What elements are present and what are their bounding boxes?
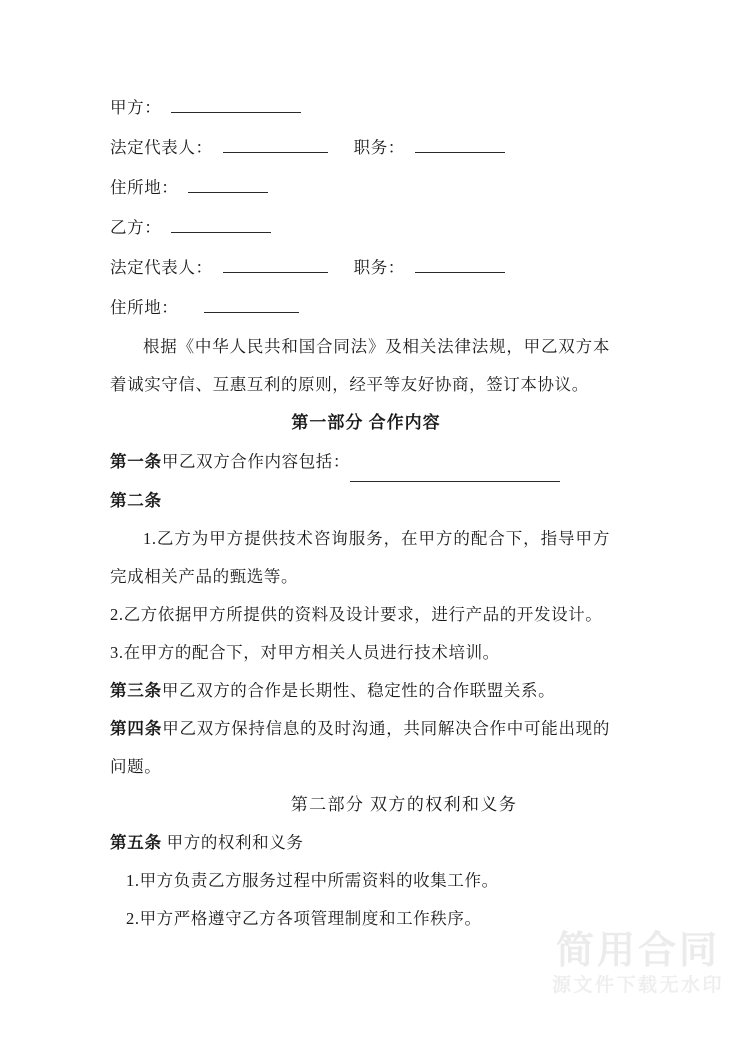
- watermark: [552, 929, 724, 999]
- position-a-label: 职务：: [353, 138, 405, 157]
- watermark-title: 简用合同: [555, 930, 720, 972]
- legal-rep-a-label: 法定代表人：: [110, 138, 213, 157]
- watermark-subtitle: 源文件下载无水印: [551, 975, 724, 996]
- party-b-label: 乙方：: [110, 218, 162, 237]
- form-row-party-a: [110, 88, 630, 128]
- party-a-blank[interactable]: [171, 94, 301, 113]
- clause-1-number: 第一条: [110, 452, 162, 471]
- legal-rep-b-label: 法定代表人：: [110, 258, 213, 277]
- part-one-heading: 第一部分 合作内容: [291, 413, 441, 432]
- form-row-address-a: [110, 168, 630, 208]
- clause-4-number: 第四条: [110, 719, 163, 738]
- position-b-blank[interactable]: [415, 254, 505, 273]
- form-row-party-b: [110, 208, 630, 248]
- clause-2-line: [110, 482, 630, 520]
- address-a-label: 住所地：: [110, 178, 179, 197]
- legal-rep-b-blank[interactable]: [223, 254, 328, 273]
- party-b-blank[interactable]: [171, 214, 271, 233]
- clause-3-number: 第三条: [110, 681, 162, 700]
- clause-3-line: [110, 672, 630, 710]
- clause-2-item-2: 2.乙方依据甲方所提供的资料及设计要求，进行产品的开发设计。: [110, 605, 603, 624]
- clause-2-number: 第二条: [110, 491, 162, 510]
- address-b-blank[interactable]: [204, 294, 299, 313]
- preamble-paragraph: 根据《中华人民共和国合同法》及相关法律法规，甲乙双方本着诚实守信、互惠互利的原则，经平等友好协商，签订本协议。: [110, 337, 610, 394]
- address-b-label: 住所地：: [110, 298, 179, 317]
- clause-5-item-1: 1.甲方负责乙方服务过程中所需资料的收集工作。: [126, 871, 499, 890]
- clause-1-blank[interactable]: [350, 464, 560, 482]
- form-row-address-b: [110, 288, 630, 328]
- legal-rep-a-blank[interactable]: [223, 134, 328, 153]
- clause-4-paragraph: [110, 710, 610, 786]
- party-a-label: 甲方：: [110, 98, 162, 117]
- clause-5-text: 甲方的权利和义务: [161, 833, 304, 852]
- clause-1-text: 甲乙双方合作内容包括：: [161, 452, 351, 471]
- form-row-legal-rep-b: [110, 248, 630, 288]
- clause-5-item-2: 2.甲方严格遵守乙方各项管理制度和工作秩序。: [126, 909, 482, 928]
- clause-1-line: [110, 442, 630, 482]
- position-a-blank[interactable]: [415, 134, 505, 153]
- clause-2-item-3: 3.在甲方的配合下，对甲方相关人员进行技术培训。: [110, 643, 500, 662]
- part-two-heading: 第二部分 双方的权利和义务: [290, 795, 518, 814]
- clause-4-text: 甲乙双方保持信息的及时沟通，共同解决合作中可能出现的问题。: [110, 719, 610, 776]
- form-row-legal-rep-a: [110, 128, 630, 168]
- address-a-blank[interactable]: [188, 174, 268, 193]
- clause-5-line: [110, 824, 630, 862]
- clause-5-number: 第五条: [110, 833, 162, 852]
- position-b-label: 职务：: [353, 258, 405, 277]
- clause-3-text: 甲乙双方的合作是长期性、稳定性的合作联盟关系。: [161, 681, 556, 700]
- document-content: [110, 88, 630, 938]
- clause-2-item-1: 1.乙方为甲方提供技术咨询服务，在甲方的配合下，指导甲方完成相关产品的甄选等。: [110, 529, 610, 586]
